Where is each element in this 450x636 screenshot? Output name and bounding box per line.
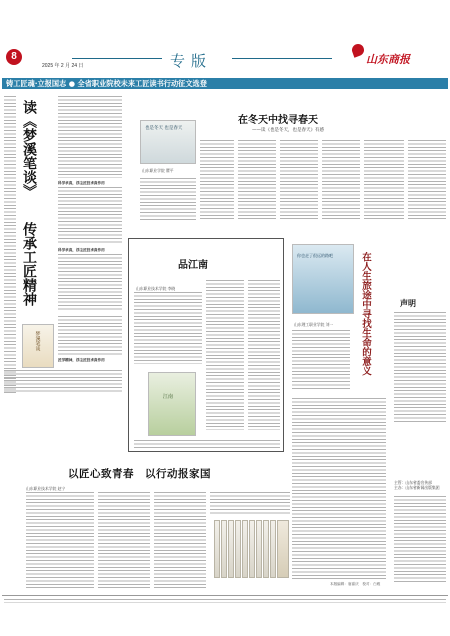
article-winter-spring-col1 <box>200 140 234 220</box>
article-dream-creek-text-margin <box>4 96 16 394</box>
article-winter-spring-col6 <box>408 140 446 220</box>
article-dream-creek-title-line2: 传承工匠精神 <box>21 222 37 306</box>
article-dream-creek-subhead1: 科学求真，浮尘匠技求真作用 <box>58 181 105 185</box>
life-journey-book-cover <box>292 244 354 314</box>
article-dream-creek-col3 <box>58 254 122 310</box>
article-youth-col1 <box>26 492 94 588</box>
issue-date: 2025 年 2 月 24 日 <box>42 63 84 69</box>
article-jiangnan-col4 <box>134 440 280 448</box>
jiangnan-caption: 山东职业技术学院 李晓 <box>136 286 176 291</box>
statement-text <box>394 312 446 422</box>
article-winter-spring-col2 <box>238 140 276 220</box>
article-dream-creek-subhead2: 科学求真，浮尘匠技求真作用 <box>58 248 105 252</box>
jiangnan-book-cover <box>148 372 196 436</box>
article-dream-creek-col1 <box>58 96 122 178</box>
article-jiangnan-col1 <box>134 292 202 364</box>
article-jiangnan-col2 <box>206 280 244 430</box>
statement-title: 声明 <box>400 298 416 308</box>
section-rule-left <box>72 58 162 59</box>
section-title: 专版 <box>170 52 213 70</box>
article-life-journey-col2 <box>292 398 386 580</box>
article-dream-creek-col5 <box>4 370 122 394</box>
article-winter-spring-col5 <box>364 140 404 220</box>
article-dream-creek-title-line1: 读《梦溪笔谈》 <box>21 100 37 198</box>
brand-name: 山东商报 <box>366 53 410 66</box>
youth-book-set <box>214 520 290 582</box>
article-dream-creek-col2 <box>58 187 122 245</box>
article-dream-creek-subhead3: 匠学精神，浮尘匠技求真作用 <box>58 358 105 362</box>
article-jiangnan-col3 <box>248 280 280 430</box>
footer-rule <box>2 595 448 596</box>
article-life-journey-title: 在人生旅途中寻找生命的意义 <box>360 252 371 376</box>
article-winter-spring-title: 在冬天中找寻春天 <box>238 115 318 126</box>
brand-logo-icon <box>350 42 365 57</box>
winter-spring-book-title: 也是冬天 也是春天 <box>145 126 183 131</box>
article-winter-spring-col3 <box>280 140 318 220</box>
article-youth-col4 <box>210 492 290 516</box>
winter-spring-caption: 山东职业学院 瞿平 <box>142 168 174 173</box>
article-winter-spring-subtitle: ——读《也是冬天，也是春天》有感 <box>252 128 324 133</box>
footer-imprint <box>4 599 446 603</box>
statement-credits <box>394 496 446 582</box>
jiangnan-book-title: 江南 <box>163 394 174 400</box>
life-journey-book-title: 你也走了很远的路吧 <box>297 253 333 258</box>
article-life-journey-col1 <box>292 330 350 390</box>
section-rule-right <box>232 58 332 59</box>
article-winter-spring-col4 <box>322 140 360 220</box>
youth-caption: 山东职业技术学院 赵宁 <box>26 486 66 491</box>
article-jiangnan-title: 品江南 <box>178 260 208 271</box>
article-youth-title: 以匠心致青春 以行动报家国 <box>68 468 211 480</box>
article-winter-spring-col0 <box>140 178 196 220</box>
article-youth-col2 <box>98 492 150 588</box>
statement-footer-note: 主管：山东省委宣传部 主办：山东省新闻出版集团 <box>394 480 440 490</box>
article-dream-creek-col4 <box>58 316 122 356</box>
dream-creek-book-title: 梦溪笔谈 <box>34 331 41 351</box>
dream-creek-book-cover <box>22 324 54 368</box>
page-number: 8 <box>6 49 22 65</box>
topic-banner-text: 铸工匠魂·立报国志 ● 全省职业院校未来工匠读书行动征文选登 <box>6 79 207 88</box>
editor-credit: 本版编辑：唐嘉庆 校对：白雅 <box>330 582 381 586</box>
winter-spring-book-cover <box>140 120 196 164</box>
life-journey-caption: 山东理工职业学院 刘一 <box>294 322 334 327</box>
article-youth-col3 <box>154 492 206 588</box>
